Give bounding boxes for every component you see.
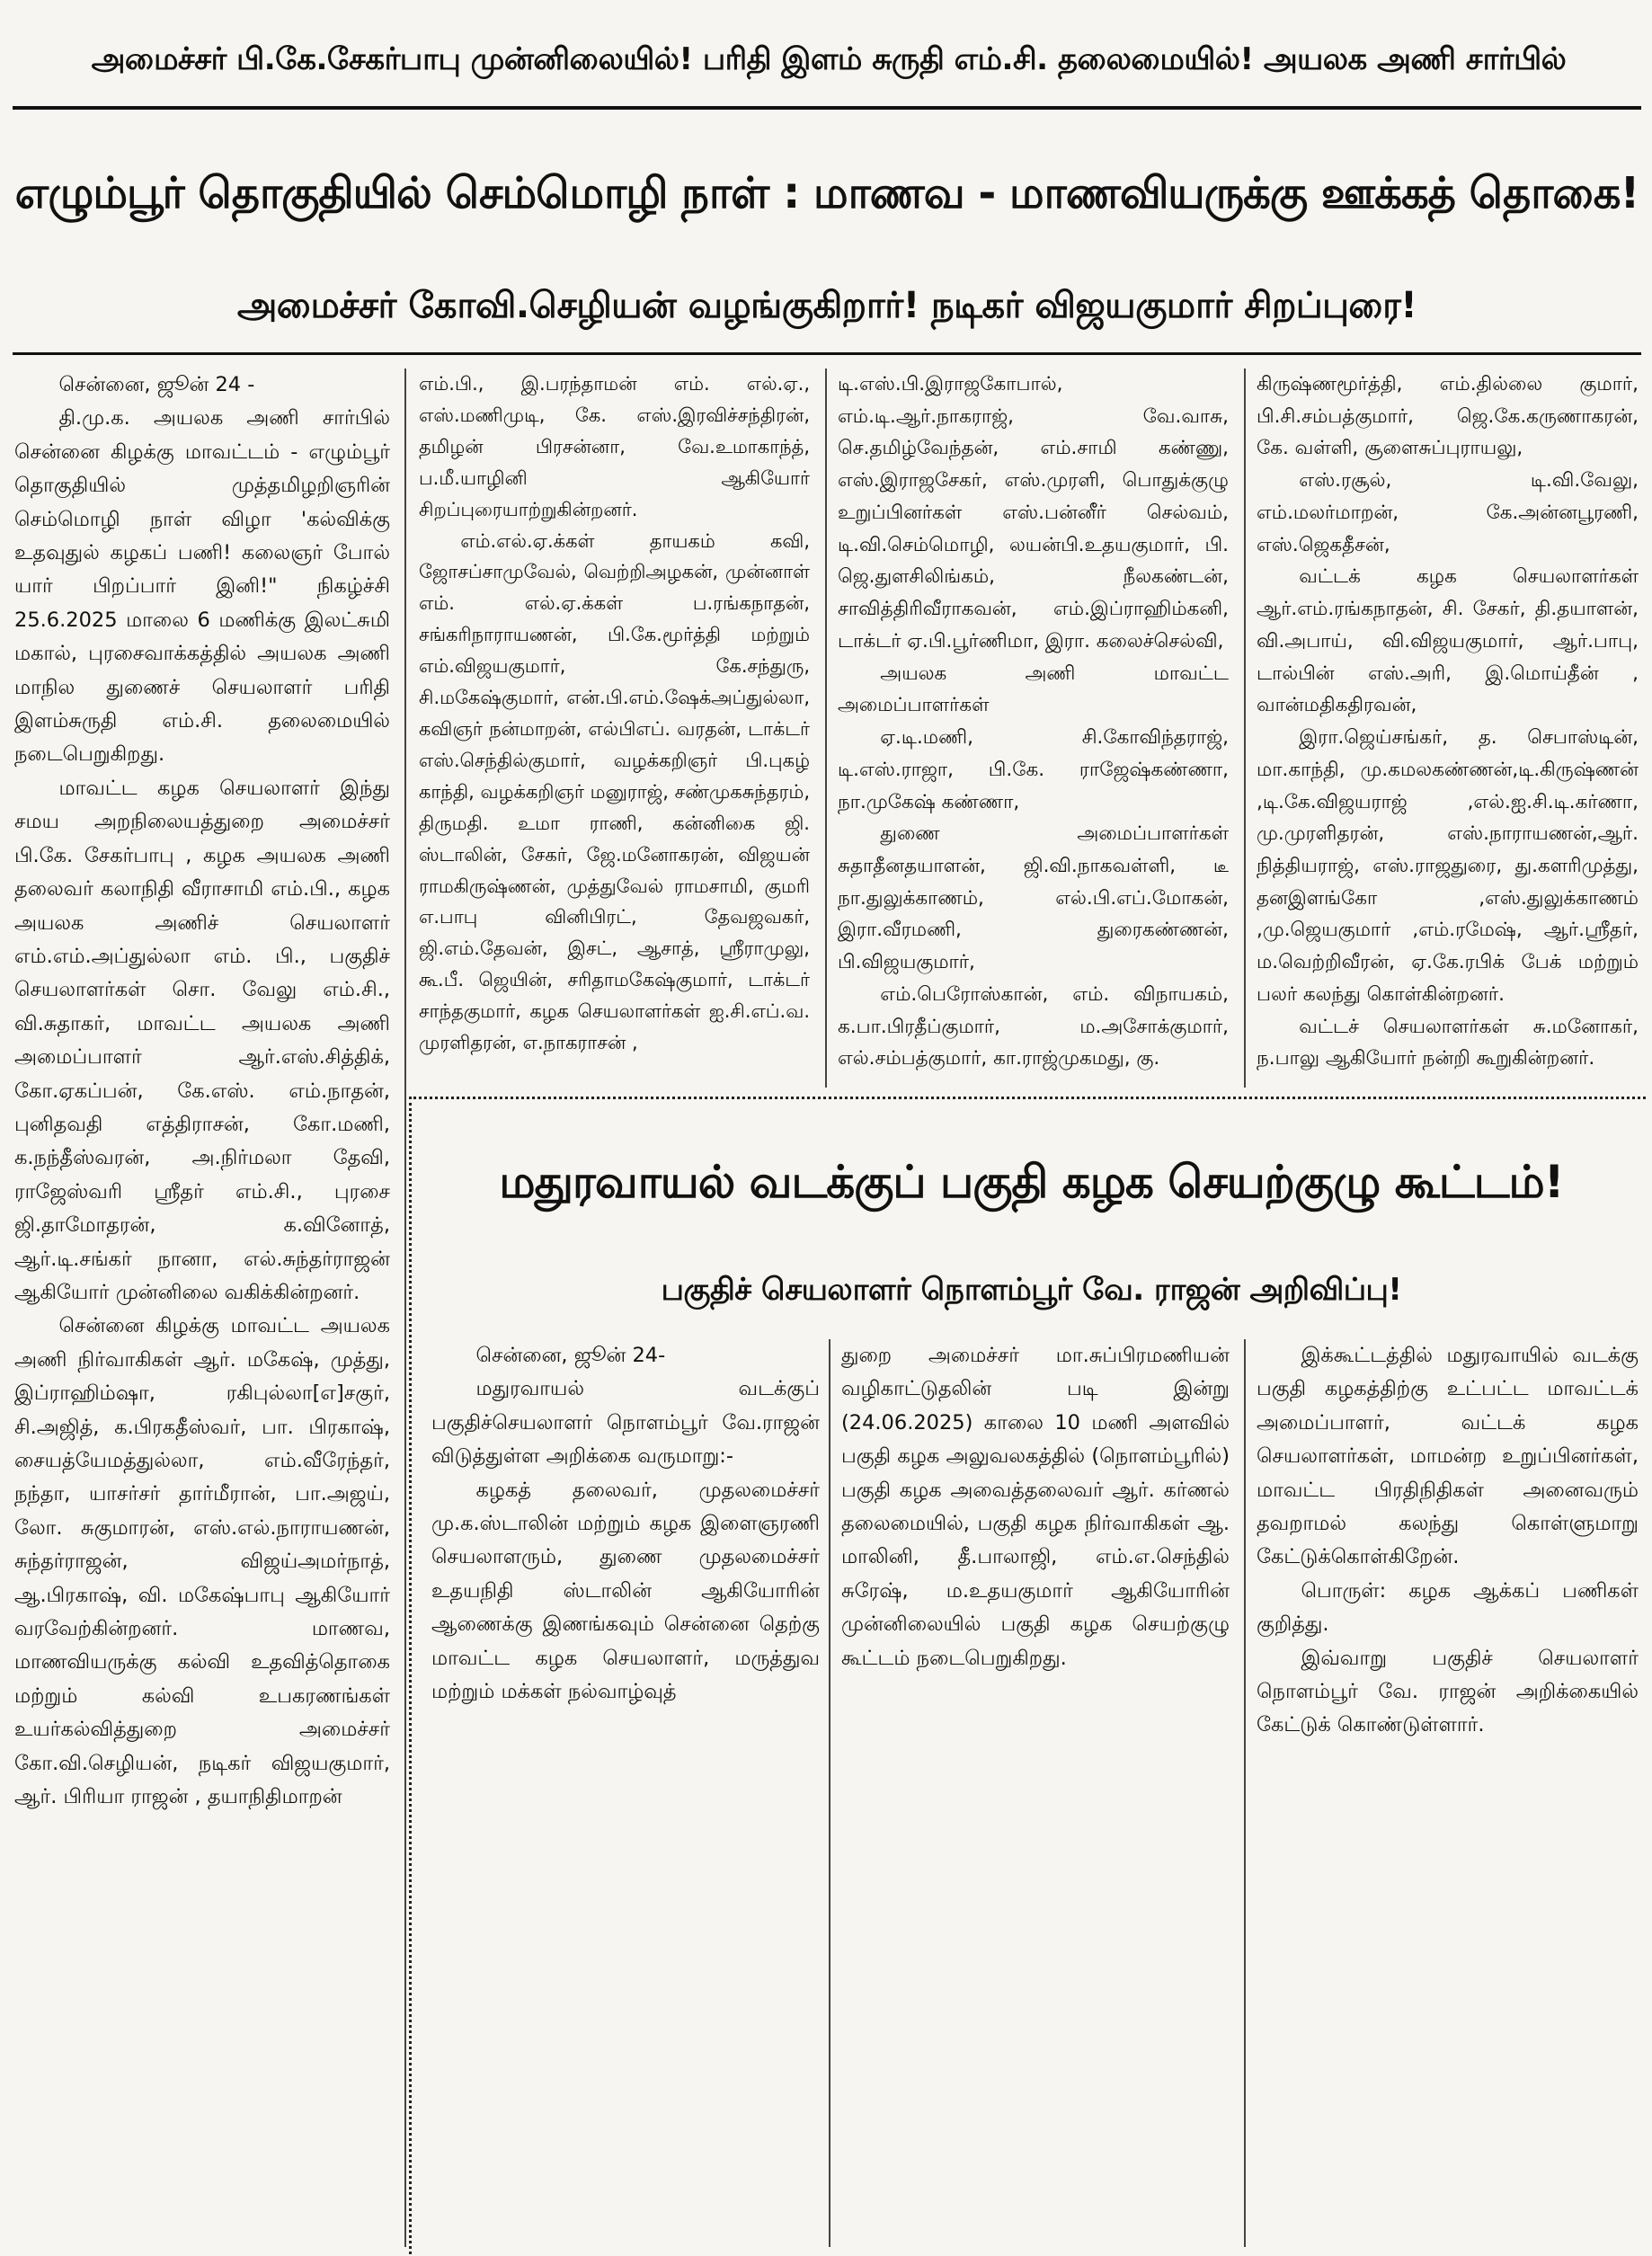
paragraph: டி.எஸ்.பி.இராஜகோபால், எம்.டி.ஆர்.நாகராஜ், வே.வாசு, செ.தமிழ்வேந்தன், எம்.சாமி கண்ணு, எஸ்.இராஜசேகர், எஸ்.முரளி, பொதுக்குழு உறுப்பினர்கள் எஸ்.பன்னீர் செல்வம், டி.வி.செம்மொழி, லயன்பி.உதயகுமார், பி. ஜெ.துளசிலிங்கம், நீலகண்டன், சாவித்திரிவீராகவன், எம்.இப்ராஹிம்கனி, டாக்டர் ஏ.பி.பூர்ணிமா, இரா. கலைச்செல்வி, [838,373,1229,653]
paragraph: சென்னை கிழக்கு மாவட்ட அயலக அணி நிர்வாகிகள் ஆர். மகேஷ், முத்து, இப்ராஹிம்ஷா, ரகிபுல்லா[எ]சகுர், சி.அஜித், க.பிரகதீஸ்வர், பா. பிரகாஷ், சையத்யேமத்துல்லா, எம்.வீரேந்தர், நந்தா, யாசர்சர் தார்மீரான், பா.அஜய், லோ. சுகுமாரன், எஸ்.எல்.நாராயணன், சுந்தர்ராஜன், விஜய்அமர்நாத், ஆ.பிரகாஷ், வி. மகேஷ்பாபு ஆகியோர் வரவேற்கின்றனர். மாணவ, மாணவியருக்கு கல்வி உதவித்தொகை மற்றும் கல்வி உபகரணங்கள் உயர்கல்வித்துறை அமைச்சர் கோ.வி.செழியன், நடிகர் விஜயகுமார், ஆர். பிரியா ராஜன் , தயாநிதிமாறன் [14,1314,390,1809]
article2-column-3 [1257,1339,1639,2247]
paragraph: எஸ்.ரசூல், டி.வி.வேலு, எம்.மலர்மாறன், கே.அன்னபூரணி, எஸ்.ஜெகதீசன், [1257,469,1639,556]
article2-subhead: பகுதிச் செயலாளர் நொளம்பூர் வே. ராஜன் அறிவிப்பு! [661,1272,1402,1308]
paragraph: மாவட்ட கழக செயலாளர் இந்து சமய அறநிலையத்துறை அமைச்சர் பி.கே. சேகர்பாபு , கழக அயலக அணி தலைவர் கலாநிதி வீராசாமி எம்.பி., கழக அயலக அணிச் செயலாளர் எம்.எம்.அப்துல்லா எம். பி., பகுதிச் செயலாளர்கள் சொ. வேலு எம்.சி., வி.சுதாகர், மாவட்ட அயலக அணி அமைப்பாளர் ஆர்.எஸ்.சித்திக், கோ.ஏகப்பன், கே.எஸ். எம்.நாதன், புனிதவதி எத்திராசன், கோ.மணி, க.நந்தீஸ்வரன், அ.நிர்மலா தேவி, ராஜேஸ்வரி ஸ்ரீதர் எம்.சி., புரசை ஜி.தாமோதரன், க.வினோத், ஆர்.டி.சங்கர் நானா, எல்.சுந்தர்ராஜன் ஆகியோர் முன்னிலை வகிக்கின்றனர். [14,776,390,1304]
paragraph: வட்டக் கழக செயலாளர்கள் ஆர்.எம்.ரங்கநாதன், சி. சேகர், தி.தயாளன், வி.அபாய், வி.விஜயகுமார், ஆர்.பாபு, டால்பின் எஸ்.அரி, இ.மொய்தீன் , வான்மதிகதிரவன், [1257,565,1639,717]
column-divider [404,369,406,2247]
article1-column-4 [1257,369,1639,1088]
paragraph: கிருஷ்ணமூர்த்தி, எம்.தில்லை குமார், பி.சி.சம்பத்குமார், ஜெ.கே.கருணாகரன், கே. வள்ளி, சூளைசுப்புராயலு, [1257,373,1639,460]
article2-column-2 [841,1339,1230,2247]
paragraph: இரா.ஜெய்சங்கர், த. செபாஸ்டின், மா.காந்தி, மு.கமலகண்ணன்,டி.கிருஷ்ணன் ,டி.கே.விஜயராஜ் ,எல்.ஐ.சி.டி.கர்ணா, மு.முரளிதரன், எஸ்.நாராயணன்,ஆர். நித்தியராஜ், எஸ்.ராஜதுரை, து.களரிமுத்து, தனஇளங்கோ ,எஸ்.துலுக்காணம் ,மு.ஜெயகுமார் ,எம்.ரமேஷ், ஆர்.ஸ்ரீதர், ம.வெற்றிவீரன், ஏ.கே.ரபிக் பேக் மற்றும் பலர் கலந்து கொள்கின்றனர். [1257,726,1639,1006]
dateline: சென்னை, ஜூன் 24- [475,1344,666,1367]
dateline: சென்னை, ஜூன் 24 - [58,373,255,396]
paragraph: துறை அமைச்சர் மா.சுப்பிரமணியன் வழிகாட்டுதலின் படி இன்று (24.06.2025) காலை 10 மணி அளவில் பகுதி கழக அலுவலகத்தில் (நொளம்பூரில்) பகுதி கழக அவைத்தலைவர் ஆர். கர்ணல் தலைமையில், பகுதி கழக நிர்வாகிகள் ஆ. மாலினி, தீ.பாலாஜி, எம்.எ.செந்தில் சுரேஷ், ம.உதயகுமார் ஆகியோரின் முன்னிலையில் பகுதி கழக செயற்குழு கூட்டம் நடைபெறுகிறது. [841,1344,1230,1670]
paragraph: மதுரவாயல் வடக்குப் பகுதிச்செயலாளர் நொளம்பூர் வே.ராஜன் விடுத்துள்ள அறிக்கை வருமாறு:- [431,1377,820,1469]
column-divider [1244,1339,1246,2247]
paragraph: கழகத் தலைவர், முதலமைச்சர் மு.க.ஸ்டாலின் மற்றும் கழக இளைஞரணி செயலாளரும், துணை முதலமைச்சர் உதயநிதி ஸ்டாலின் ஆகியோரின் ஆணைக்கு இணங்கவும் சென்னை தெற்கு மாவட்ட கழக செயலாளர், மருத்துவ மற்றும் மக்கள் நல்வாழ்வுத் [431,1478,820,1704]
paragraph: எம்.எல்.ஏ.க்கள் தாயகம் கவி, ஜோசப்சாமுவேல், வெற்றிஅழகன், முன்னாள் எம். எல்.ஏ.க்கள் ப.ரங்கநாதன், சங்கரிநாராயணன், பி.கே.மூர்த்தி மற்றும் எம்.விஜயகுமார், கே.சந்துரு, சி.மகேஷ்குமார், என்.பி.எம்.ஷேக்அப்துல்லா, கவிஞர் நன்மாறன், எல்பிஎப். வரதன், டாக்டர் எஸ்.செந்தில்குமார், வழக்கறிஞர் பி.புகழ் காந்தி, வழக்கறிஞர் மனுராஜ், சண்முகசுந்தரம், திருமதி. உமா ராணி, கன்னிகை ஜி. ஸ்டாலின், சேகர், ஜே.மனோகரன், விஜயன் ராமகிருஷ்ணன், முத்துவேல் ராமசாமி, குமரி எ.பாபு வினிபிரட், தேவஜவகர், ஜி.எம்.தேவன், இசட், ஆசாத், ஸ்ரீராமுலு, கூ.பீ. ஜெயின், சரிதாமகேஷ்குமார், டாக்டர் சாந்தகுமார், கழக செயலாளர்கள் ஐ.சி.எப்.வ. முரளிதரன், எ.நாகராசன் , [419,529,810,1054]
subheading: அயலக அணி மாவட்ட அமைப்பாளர்கள் [838,662,1229,717]
paragraph: எம்.பெரோஸ்கான், எம். விநாயகம், க.பா.பிரதீப்குமார், ம.அசோக்குமார், எல்.சம்பத்குமார், கா.ராஜ்முகமது, கு. [838,982,1229,1070]
paragraph: ஏ.டி.மணி, சி.கோவிந்தராஜ், டி.எஸ்.ராஜா, பி.கே. ராஜேஷ்கண்ணா, நா.முகேஷ் கண்ணா, [838,726,1229,813]
main-subhead: அமைச்சர் கோவி.செழியன் வழங்குகிறார்! நடிகர் விஜயகுமார் சிறப்புரை! [236,285,1417,326]
paragraph: துணை அமைப்பாளர்கள் சுதாதீனதயாளன், ஜி.வி.நாகவள்ளி, டீ நா.துலுக்காணம், எல்.பி.எப்.மோகன், இரா.வீரமணி, துரைகண்ணன், பி.விஜயகுமார், [838,822,1229,974]
paragraph: இக்கூட்டத்தில் மதுரவாயில் வடக்கு பகுதி கழகத்திற்கு உட்பட்ட மாவட்டக் அமைப்பாளர், வட்டக் கழக செயலாளர்கள், மாமன்ற உறுப்பினர்கள், மாவட்ட பிரதிநிதிகள் அனைவரும் தவறாமல் கலந்து கொள்ளுமாறு கேட்டுக்கொள்கிறேன். [1257,1344,1639,1569]
article1-column-3 [838,369,1229,1088]
article1-column-2 [419,369,810,1088]
paragraph: எம்.பி., இ.பரந்தாமன் எம். எல்.ஏ., எஸ்.மணிமுடி, கே. எஸ்.இரவிச்சந்திரன், தமிழன் பிரசன்னா, வே.உமாகாந்த், ப.மீ.யாழினி ஆகியோர் சிறப்புரையாற்றுகின்றனர். [419,373,810,520]
paragraph: தி.மு.க. அயலக அணி சார்பில் சென்னை கிழக்கு மாவட்டம் - எழும்பூர் தொகுதியில் முத்தமிழறிஞரின் செம்மொழி நாள் விழா 'கல்விக்கு உதவுதுல் கழகப் பணி! கலைஞர் போல் யார் பிறப்பார் இனி!" நிகழ்ச்சி 25.6.2025 மாலை 6 மணிக்கு இலட்சுமி மகால், புரசைவாக்கத்தில் அயலக அணி மாநில துணைச் செயலாளர் பரிதி இளம்சுருதி எம்.சி. தலைமையில் நடைபெறுகிறது. [14,406,390,767]
main-headline: எழும்பூர் தொகுதியில் செம்மொழி நாள் : மாணவ - மாணவியருக்கு ஊக்கத் தொகை! [14,168,1639,218]
column-divider [829,1339,830,2247]
kicker-line: அமைச்சர் பி.கே.சேகர்பாபு முன்னிலையில்! பரிதி இளம் சுருதி எம்.சி. தலைமையில்! அயலக அணி சார்பில் [91,41,1567,77]
column-divider [1244,369,1246,1088]
paragraph: பொருள்: கழக ஆக்கப் பணிகள் குறித்து. [1257,1578,1639,1637]
paragraph: இவ்வாறு பகுதிச் செயலாளர் நொளம்பூர் வே. ராஜன் அறிக்கையில் கேட்டுக் கொண்டுள்ளார். [1257,1646,1639,1737]
article2-column-1 [431,1339,820,2247]
rule-top [13,106,1641,110]
article1-column-1 [14,369,390,2247]
rule-under-subhead [13,352,1641,355]
column-divider [825,369,827,1088]
article2-headline: மதுரவாயல் வடக்குப் பகுதி கழக செயற்குழு கூட்டம்! [499,1156,1564,1208]
paragraph: வட்டச் செயலாளர்கள் சு.மனோகர், ந.பாலு ஆகியோர் நன்றி கூறுகின்றனர். [1257,1015,1639,1070]
